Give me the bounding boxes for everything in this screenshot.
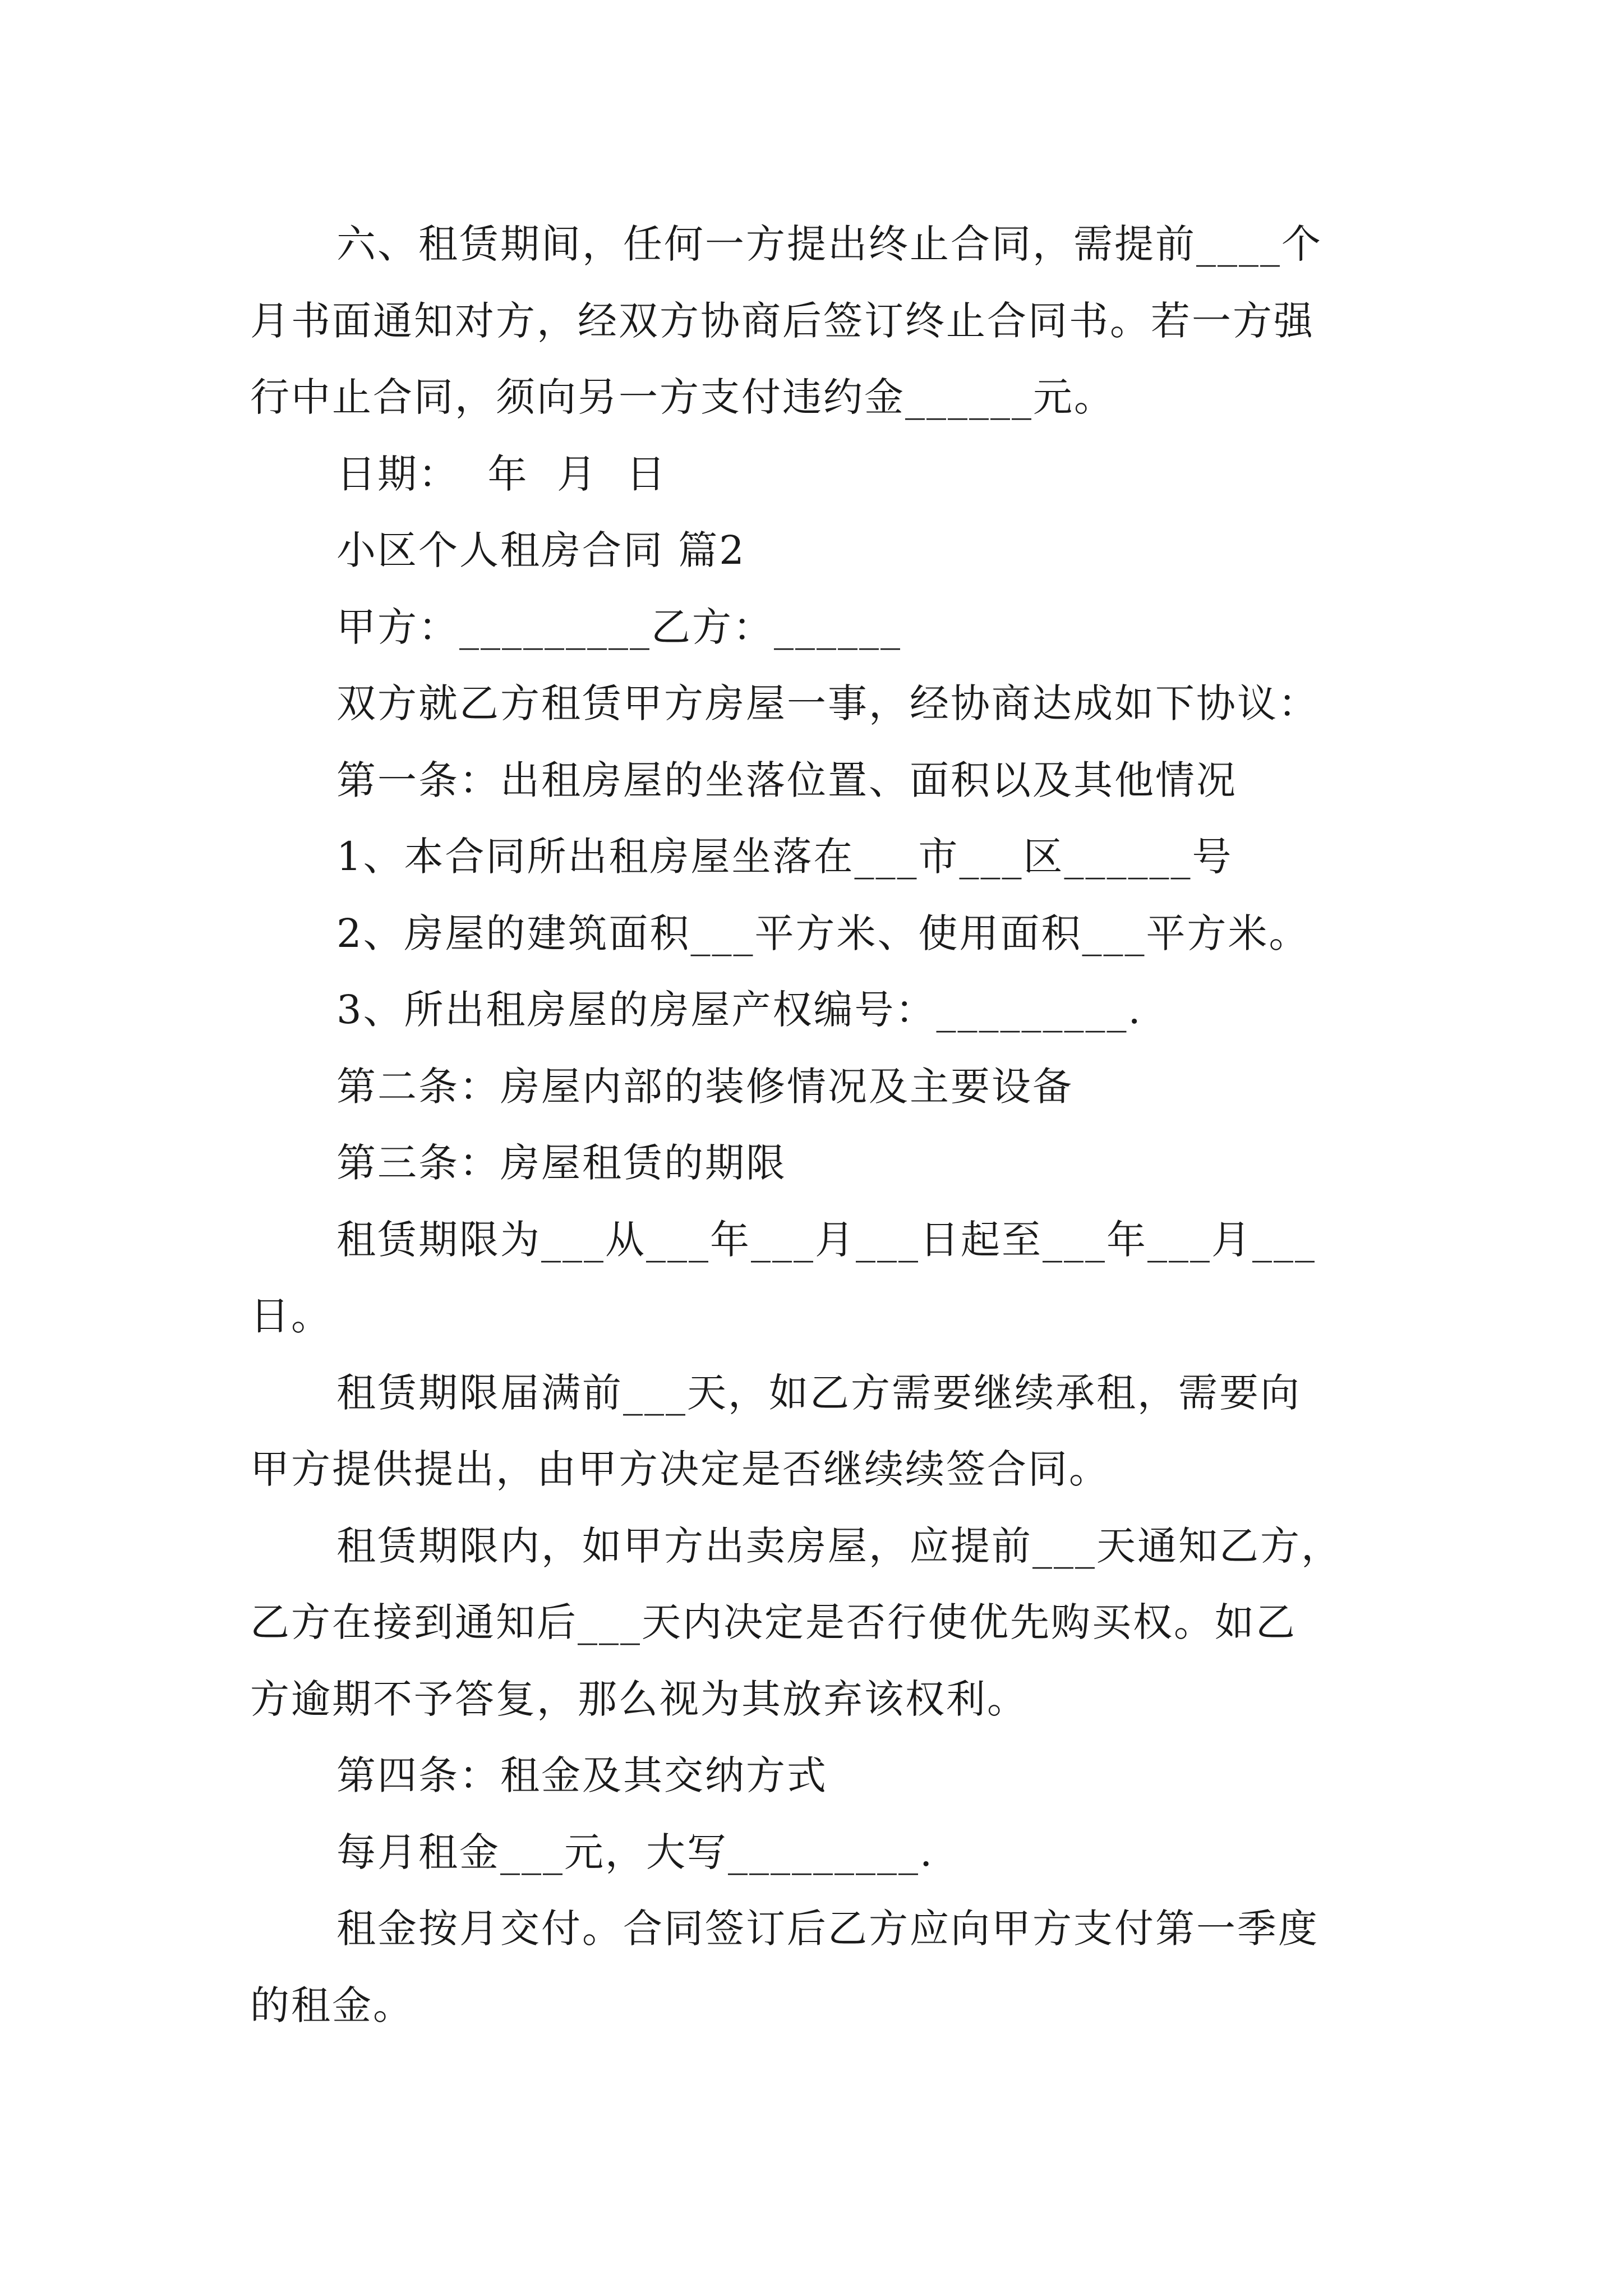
agreement-intro: 双方就乙方租赁甲方房屋一事，经协商达成如下协议： bbox=[336, 680, 1319, 726]
renewal-line-2: 甲方提供提出，由甲方决定是否继续续签合同。 bbox=[250, 1446, 1110, 1492]
sale-notice-line-2: 乙方在接到通知后___天内决定是否行使优先购买权。如乙 bbox=[250, 1599, 1297, 1645]
parties-line: 甲方：_________乙方：______ bbox=[336, 604, 902, 650]
article-1-item-3: 3、所出租房屋的房屋产权编号：_________. bbox=[336, 987, 1142, 1033]
sale-notice-line-1: 租赁期限内，如甲方出卖房屋，应提前___天通知乙方， bbox=[336, 1523, 1342, 1569]
article-1-item-1: 1、本合同所出租房屋坐落在___市___区______号 bbox=[336, 834, 1233, 880]
rent-payment-line-2: 的租金。 bbox=[250, 1982, 414, 2028]
article-2-heading: 第二条：房屋内部的装修情况及主要设备 bbox=[336, 1064, 1073, 1110]
lease-term-line-2: 日。 bbox=[250, 1293, 332, 1339]
article-3-heading: 第三条：房屋租赁的期限 bbox=[336, 1140, 787, 1186]
article-1-heading: 第一条：出租房屋的坐落位置、面积以及其他情况 bbox=[336, 757, 1237, 803]
lease-term-line-1: 租赁期限为___从___年___月___日起至___年___月___ bbox=[336, 1217, 1316, 1263]
monthly-rent-line: 每月租金___元，大写_________. bbox=[336, 1829, 934, 1875]
section-title: 小区个人租房合同 篇2 bbox=[336, 527, 746, 573]
clause-six-line-1: 六、租赁期间，任何一方提出终止合同，需提前____个 bbox=[336, 221, 1322, 267]
date-line: 日期： 年 月 日 bbox=[336, 451, 667, 497]
clause-six-line-2: 月书面通知对方，经双方协商后签订终止合同书。若一方强 bbox=[250, 298, 1315, 344]
sale-notice-line-3: 方逾期不予答复，那么视为其放弃该权利。 bbox=[250, 1676, 1028, 1722]
renewal-line-1: 租赁期限届满前___天，如乙方需要继续承租，需要向 bbox=[336, 1370, 1301, 1416]
clause-six-line-3: 行中止合同，须向另一方支付违约金______元。 bbox=[250, 374, 1115, 420]
article-4-heading: 第四条：租金及其交纳方式 bbox=[336, 1752, 828, 1798]
article-1-item-2: 2、房屋的建筑面积___平方米、使用面积___平方米。 bbox=[336, 910, 1310, 956]
rent-payment-line-1: 租金按月交付。合同签订后乙方应向甲方支付第一季度 bbox=[336, 1906, 1319, 1952]
